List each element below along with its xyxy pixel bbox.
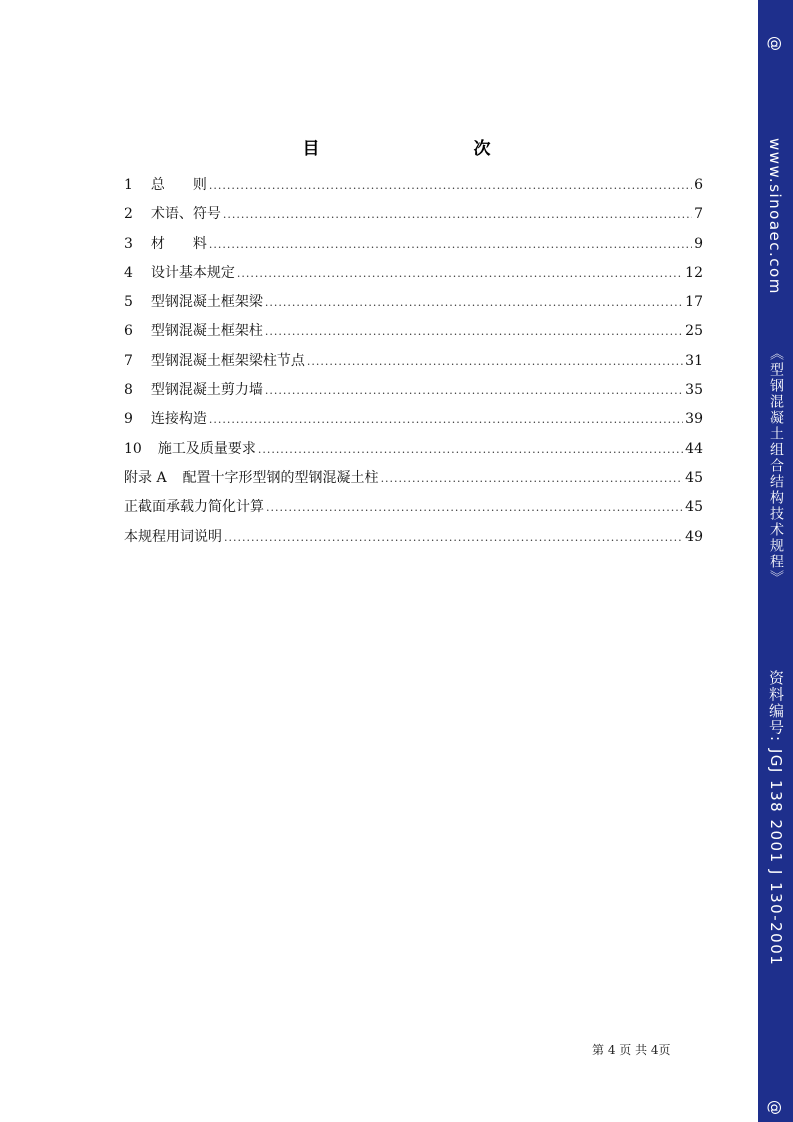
toc-dot-leader — [258, 435, 683, 464]
toc-dot-leader — [224, 523, 683, 552]
toc-entry[interactable] — [124, 200, 703, 229]
toc-entry-label: 本规程用词说明 — [124, 528, 222, 545]
toc-entry-page: 44 — [685, 440, 703, 457]
toc-entry-page: 45 — [685, 469, 703, 486]
toc-entry-label: 设计基本规定 — [150, 264, 235, 281]
toc-entry-page: 31 — [685, 352, 703, 369]
toc-entry-number: 附录 A — [124, 469, 167, 486]
toc-entry-label: 型钢混凝土框架柱 — [150, 323, 263, 340]
toc-dot-leader — [209, 405, 683, 434]
toc-dot-leader — [209, 171, 692, 200]
toc-entry[interactable] — [124, 376, 703, 405]
toc-entry[interactable] — [124, 405, 703, 434]
toc-entry-label: 正截面承载力简化计算 — [124, 499, 264, 516]
toc-entry[interactable] — [124, 259, 703, 288]
toc-dot-leader — [237, 259, 683, 288]
toc-entry-page: 39 — [685, 411, 703, 428]
toc-entry[interactable] — [124, 230, 703, 259]
toc-entry-page: 35 — [685, 382, 703, 399]
toc-entry-number: 9 — [124, 411, 133, 428]
toc-entry-page: 45 — [685, 499, 703, 516]
sidebar-website-url[interactable]: www.sinoaec.com — [766, 138, 784, 295]
toc-entry-number: 8 — [124, 382, 133, 399]
toc-entry-label: 型钢混凝土框架梁柱节点 — [150, 352, 305, 369]
sidebar-document-title: 《型钢混凝土组合结构技术规程》 — [768, 346, 784, 586]
sidebar-document-code: 资料编号: JGJ 138 2001 J 130-2001 — [767, 670, 785, 967]
toc-entry-page: 17 — [685, 294, 703, 311]
toc-dot-leader — [223, 200, 692, 229]
toc-entry-page: 49 — [685, 528, 703, 545]
sidebar-at-symbol-top: @ — [766, 36, 784, 53]
toc-dot-leader — [265, 288, 683, 317]
toc-entry[interactable] — [124, 171, 703, 200]
toc-entry-label: 型钢混凝土框架梁 — [150, 294, 263, 311]
toc-entry-label: 施工及质量要求 — [157, 440, 256, 457]
toc-entry-label: 配置十字形型钢的型钢混凝土柱 — [182, 469, 379, 486]
page-footer: 第 4 页 共 4页 — [592, 1043, 671, 1057]
toc-list — [124, 171, 703, 552]
toc-entry-number: 2 — [124, 206, 133, 223]
toc-entry-page: 6 — [694, 177, 703, 193]
toc-entry-label: 总 则 — [150, 177, 207, 193]
toc-entry-page: 12 — [685, 264, 703, 281]
watermark-sidebar — [758, 0, 793, 1122]
toc-dot-leader — [381, 464, 684, 493]
toc-entry-number: 1 — [124, 177, 133, 193]
toc-entry[interactable] — [124, 347, 703, 376]
toc-entry[interactable] — [124, 435, 703, 464]
toc-entry-number: 6 — [124, 323, 133, 340]
toc-dot-leader — [265, 376, 683, 405]
toc-dot-leader — [307, 347, 683, 376]
toc-entry-label: 术语、符号 — [150, 206, 221, 223]
toc-entry[interactable] — [124, 288, 703, 317]
toc-dot-leader — [209, 230, 692, 259]
toc-entry-number: 5 — [124, 294, 133, 311]
toc-entry-page: 9 — [694, 235, 703, 252]
toc-entry-page: 25 — [685, 323, 703, 340]
toc-entry-number: 10 — [124, 440, 142, 457]
toc-entry-number: 4 — [124, 264, 133, 281]
toc-entry-label: 连接构造 — [150, 411, 207, 428]
toc-entry[interactable] — [124, 523, 703, 552]
toc-entry-label: 材 料 — [150, 235, 207, 252]
toc-entry-number: 7 — [124, 352, 133, 369]
toc-entry-page: 7 — [694, 206, 703, 223]
toc-title: 目 次 — [302, 139, 531, 159]
sidebar-at-symbol-bottom: @ — [766, 1100, 784, 1117]
toc-entry[interactable] — [124, 493, 703, 522]
toc-entry[interactable] — [124, 464, 703, 493]
toc-dot-leader — [266, 493, 683, 522]
toc-entry-number: 3 — [124, 235, 133, 252]
toc-entry[interactable] — [124, 317, 703, 346]
toc-dot-leader — [265, 317, 683, 346]
toc-entry-label: 型钢混凝土剪力墙 — [150, 382, 263, 399]
